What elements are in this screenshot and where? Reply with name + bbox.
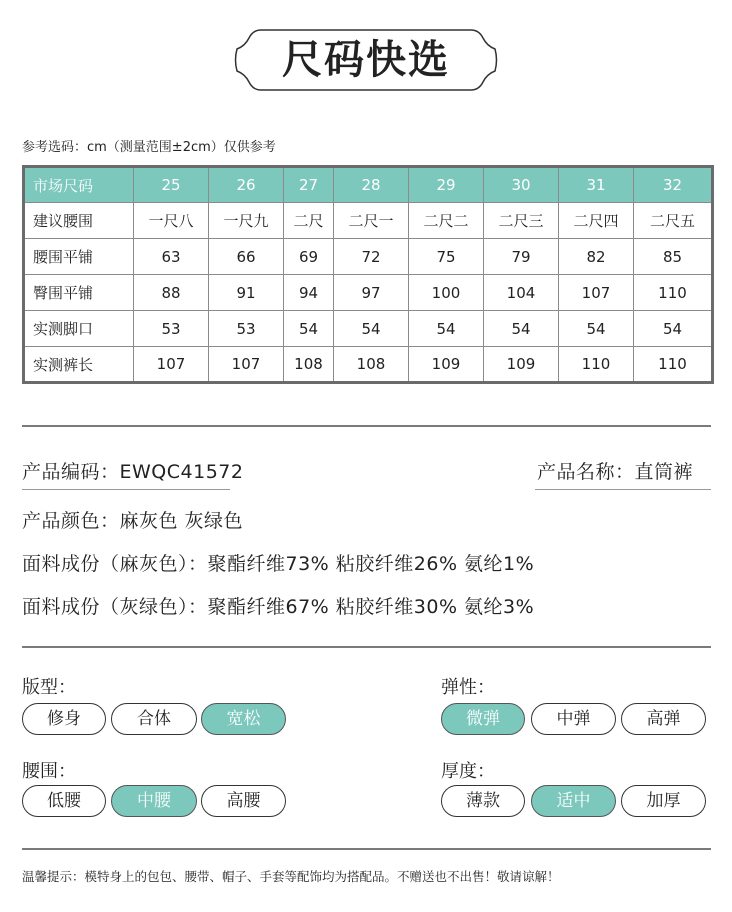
table-cell: 69 bbox=[284, 239, 334, 275]
table-cell: 85 bbox=[634, 239, 713, 275]
table-cell: 53 bbox=[209, 311, 284, 347]
table-header-row bbox=[24, 167, 713, 203]
page-title: 尺码快选 bbox=[282, 37, 450, 83]
table-row bbox=[24, 275, 713, 311]
elasticity-label: 弹性： bbox=[441, 677, 495, 698]
size-header: 26 bbox=[209, 167, 284, 203]
table-row bbox=[24, 203, 713, 239]
table-cell: 72 bbox=[334, 239, 409, 275]
waist-option-low[interactable]: 低腰 bbox=[22, 785, 106, 817]
table-cell: 79 bbox=[484, 239, 559, 275]
thickness-option-medium[interactable]: 适中 bbox=[531, 785, 616, 817]
title-badge bbox=[233, 27, 499, 93]
table-cell: 二尺二 bbox=[409, 203, 484, 239]
elasticity-option-medium[interactable]: 中弹 bbox=[531, 703, 616, 735]
size-header: 32 bbox=[634, 167, 713, 203]
product-code-underline bbox=[22, 489, 230, 490]
size-header: 27 bbox=[284, 167, 334, 203]
elasticity-option-slight[interactable]: 微弹 bbox=[441, 703, 525, 735]
table-cell: 二尺五 bbox=[634, 203, 713, 239]
table-cell: 66 bbox=[209, 239, 284, 275]
product-name: 产品名称：直筒裤 bbox=[537, 461, 694, 483]
table-cell: 109 bbox=[484, 347, 559, 383]
table-cell: 75 bbox=[409, 239, 484, 275]
table-cell: 110 bbox=[634, 347, 713, 383]
divider bbox=[22, 848, 711, 850]
thickness-option-thick[interactable]: 加厚 bbox=[621, 785, 706, 817]
size-header: 29 bbox=[409, 167, 484, 203]
divider bbox=[22, 425, 711, 427]
row-label: 实测脚口 bbox=[24, 311, 134, 347]
table-cell: 54 bbox=[334, 311, 409, 347]
table-cell: 54 bbox=[484, 311, 559, 347]
table-cell: 88 bbox=[134, 275, 209, 311]
table-cell: 二尺一 bbox=[334, 203, 409, 239]
table-cell: 110 bbox=[559, 347, 634, 383]
thickness-label: 厚度： bbox=[441, 761, 495, 782]
row-label: 建议腰围 bbox=[24, 203, 134, 239]
table-cell: 54 bbox=[634, 311, 713, 347]
table-cell: 108 bbox=[334, 347, 409, 383]
table-cell: 97 bbox=[334, 275, 409, 311]
size-note: 参考选码：cm（测量范围±2cm）仅供参考 bbox=[22, 140, 276, 155]
size-header: 25 bbox=[134, 167, 209, 203]
row-label: 臀围平铺 bbox=[24, 275, 134, 311]
table-cell: 一尺九 bbox=[209, 203, 284, 239]
product-name-underline bbox=[535, 489, 711, 490]
table-cell: 53 bbox=[134, 311, 209, 347]
fit-option-loose[interactable]: 宽松 bbox=[201, 703, 286, 735]
table-cell: 100 bbox=[409, 275, 484, 311]
table-cell: 108 bbox=[284, 347, 334, 383]
product-code: 产品编码：EWQC41572 bbox=[22, 461, 244, 483]
table-cell: 91 bbox=[209, 275, 284, 311]
table-cell: 63 bbox=[134, 239, 209, 275]
table-cell: 82 bbox=[559, 239, 634, 275]
table-cell: 54 bbox=[284, 311, 334, 347]
table-cell: 110 bbox=[634, 275, 713, 311]
fabric-composition-1: 面料成份（麻灰色）：聚酯纤维73% 粘胶纤维26% 氨纶1% bbox=[22, 553, 535, 575]
fit-option-slim[interactable]: 修身 bbox=[22, 703, 106, 735]
table-cell: 54 bbox=[559, 311, 634, 347]
table-cell: 107 bbox=[209, 347, 284, 383]
waist-option-high[interactable]: 高腰 bbox=[201, 785, 286, 817]
table-cell: 107 bbox=[134, 347, 209, 383]
size-table bbox=[22, 165, 714, 384]
thickness-option-thin[interactable]: 薄款 bbox=[441, 785, 525, 817]
table-cell: 104 bbox=[484, 275, 559, 311]
elasticity-option-high[interactable]: 高弹 bbox=[621, 703, 706, 735]
waist-label: 腰围： bbox=[22, 761, 76, 782]
size-header: 30 bbox=[484, 167, 559, 203]
fit-option-regular[interactable]: 合体 bbox=[111, 703, 197, 735]
fabric-composition-2: 面料成份（灰绿色）：聚酯纤维67% 粘胶纤维30% 氨纶3% bbox=[22, 596, 535, 618]
table-cell: 一尺八 bbox=[134, 203, 209, 239]
size-header: 28 bbox=[334, 167, 409, 203]
waist-option-mid[interactable]: 中腰 bbox=[111, 785, 197, 817]
fit-label: 版型： bbox=[22, 677, 76, 698]
table-header-label: 市场尺码 bbox=[24, 167, 134, 203]
table-cell: 二尺四 bbox=[559, 203, 634, 239]
table-row bbox=[24, 347, 713, 383]
table-row bbox=[24, 239, 713, 275]
product-colors: 产品颜色：麻灰色 灰绿色 bbox=[22, 510, 244, 532]
table-cell: 54 bbox=[409, 311, 484, 347]
table-cell: 94 bbox=[284, 275, 334, 311]
footer-tip: 温馨提示：模特身上的包包、腰带、帽子、手套等配饰均为搭配品。不赠送也不出售！敬请谅解！ bbox=[22, 869, 560, 884]
size-header: 31 bbox=[559, 167, 634, 203]
table-cell: 二尺三 bbox=[484, 203, 559, 239]
table-cell: 107 bbox=[559, 275, 634, 311]
table-row bbox=[24, 311, 713, 347]
table-cell: 109 bbox=[409, 347, 484, 383]
row-label: 实测裤长 bbox=[24, 347, 134, 383]
table-cell: 二尺 bbox=[284, 203, 334, 239]
row-label: 腰围平铺 bbox=[24, 239, 134, 275]
divider bbox=[22, 646, 711, 648]
